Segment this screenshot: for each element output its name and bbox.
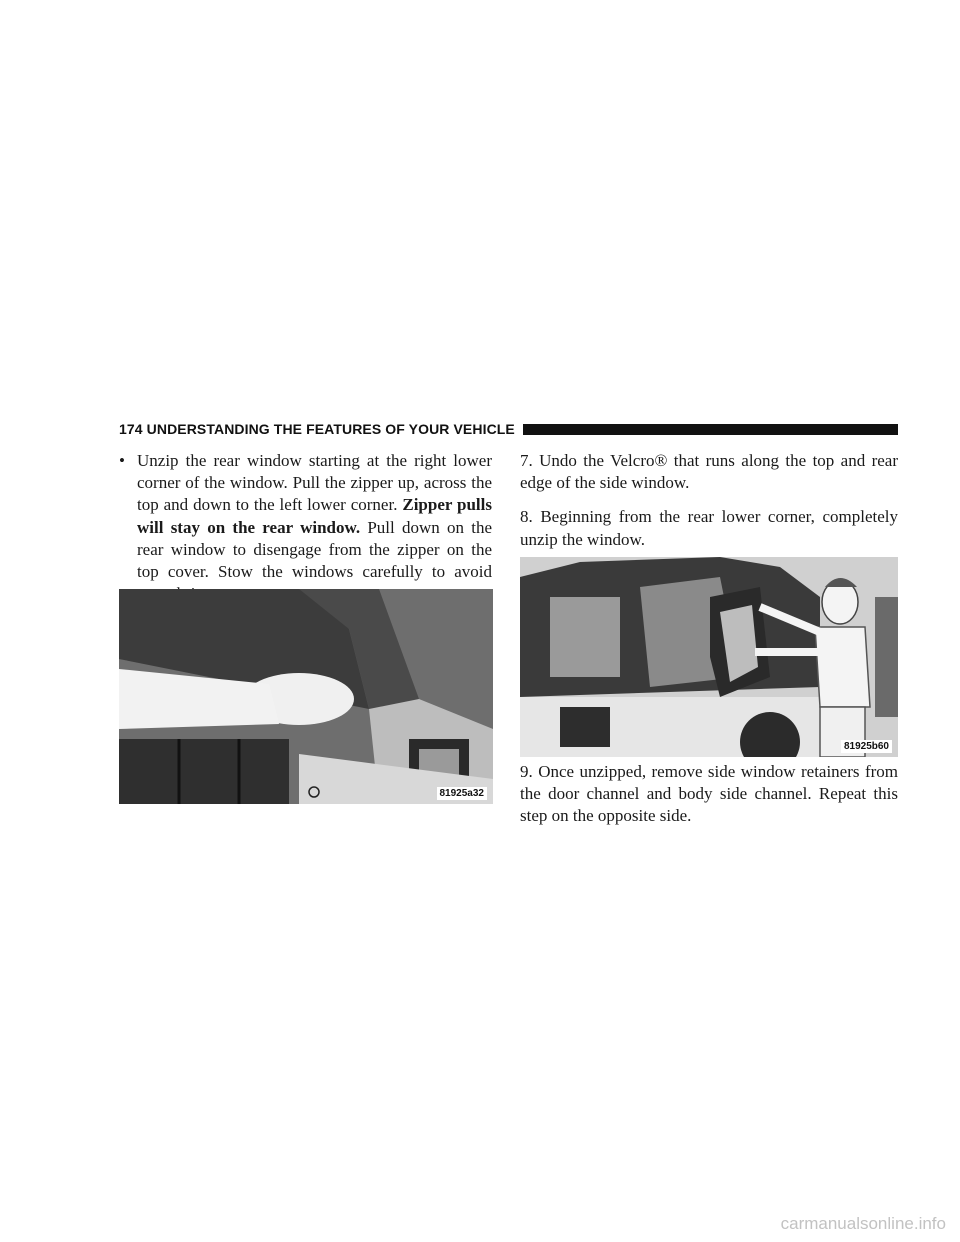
bullet-text — [137, 450, 492, 605]
figure-code: 81925b60 — [841, 740, 892, 753]
step-9: 9. Once unzipped, remove side window retainers from the door channel and body side channel. Repeat this step on the opposite side. — [520, 762, 898, 826]
watermark: carmanualsonline.info — [780, 1214, 946, 1233]
step-8: 8. Beginning from the rear lower corner, completely unzip the window. — [520, 507, 898, 549]
right-column — [520, 450, 898, 563]
side-window-photo — [520, 557, 898, 757]
page-header — [119, 418, 898, 440]
step-7: 7. Undo the Velcro® that runs along the top and rear edge of the side window. — [520, 451, 898, 493]
bullet-item — [119, 450, 492, 605]
bullet-icon: • — [119, 451, 125, 470]
bullet-text-1: Unzip the rear window starting at the right lower corner of the window. Pull the zipper up, across the top and down to the left lower corner. — [137, 451, 492, 515]
bullet-text-2: Pull down on the rear window to disengage from the zipper on the top cover. Stow the windows carefully to avoid — [137, 517, 492, 582]
right-column-lower — [520, 761, 898, 840]
rear-window-photo — [119, 589, 493, 804]
left-column — [119, 450, 492, 605]
page-header-title: 174 UNDERSTANDING THE FEATURES OF YOUR VEHICLE — [119, 421, 515, 437]
header-rule — [523, 424, 898, 435]
figure-code: 81925a32 — [437, 787, 488, 800]
bullet-bold-note: Zipper pulls will stay on the rear window. — [137, 495, 492, 537]
